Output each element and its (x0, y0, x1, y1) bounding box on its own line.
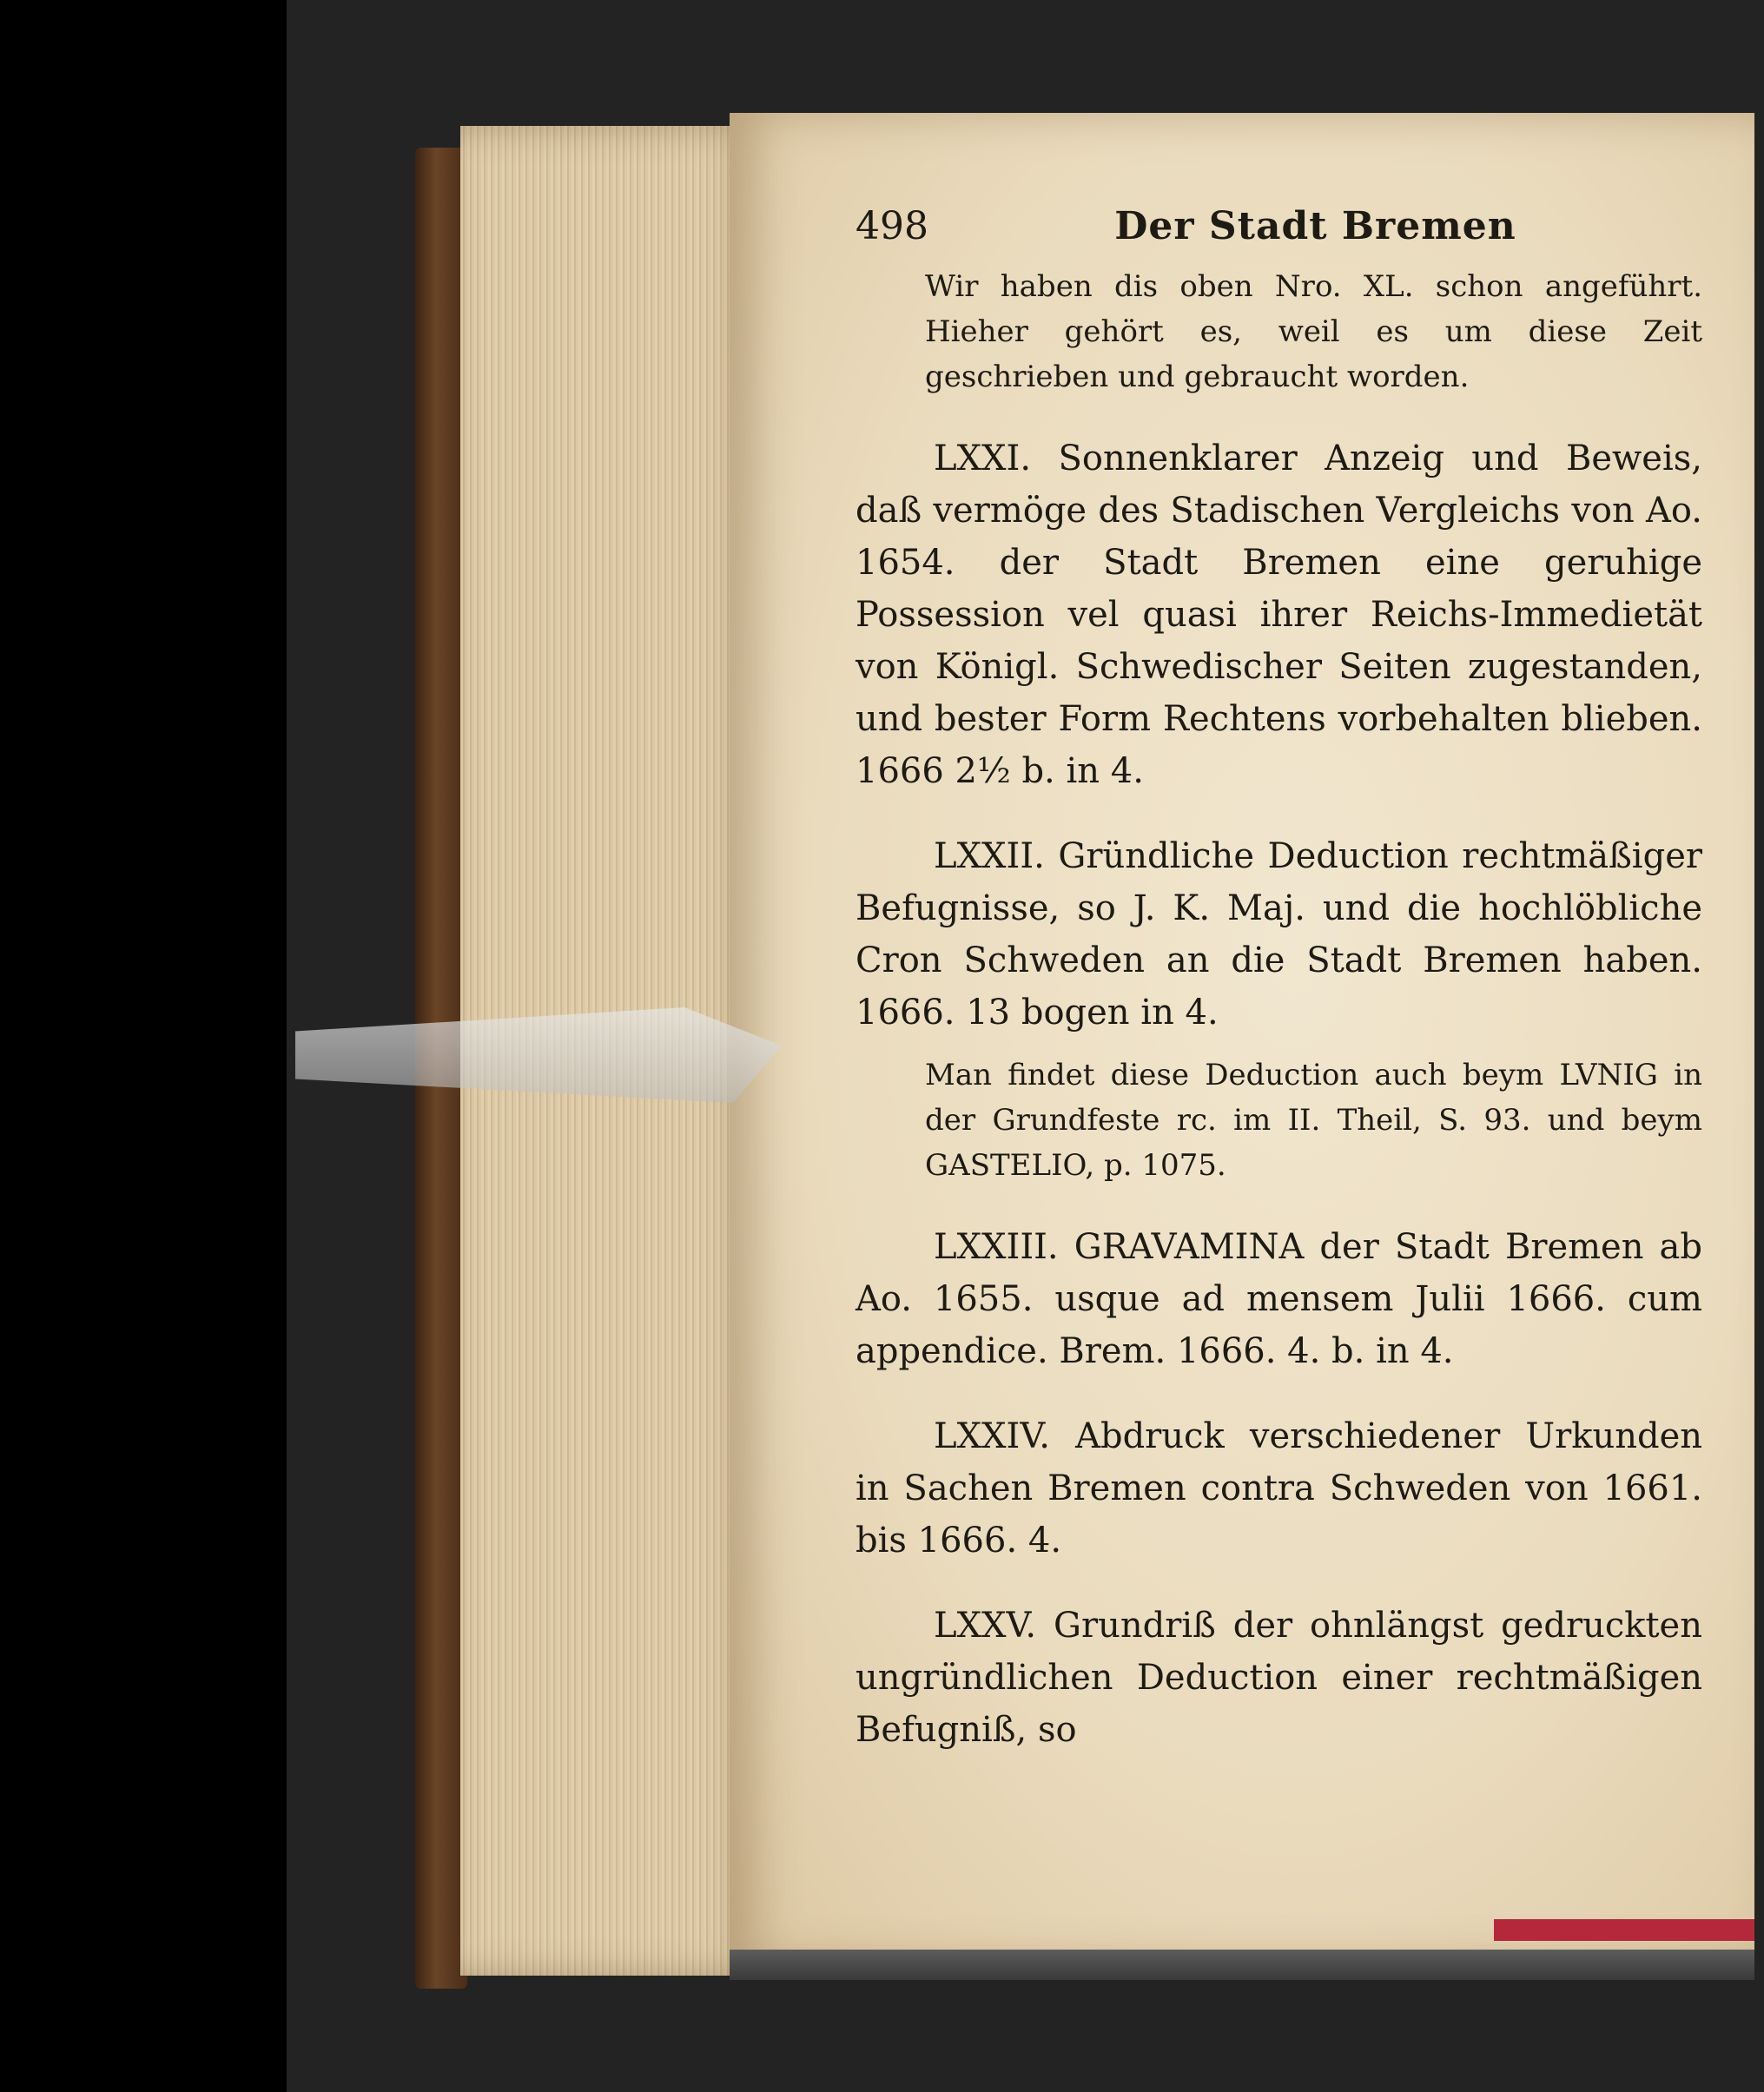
running-title: Der Stadt Bremen (1114, 204, 1516, 248)
page-number: 498 (856, 204, 928, 248)
page-bottom-edge (730, 1950, 1754, 1980)
entry-lxxiv: LXXIV. Abdruck verschiedener Urkunden in Sachen Bremen contra Schweden von 1661. bis 1666. 4. (856, 1416, 1702, 1561)
page-header (856, 204, 1702, 248)
ribbon-marker (1494, 1919, 1754, 1941)
left-black-border (0, 0, 287, 2092)
page-text (856, 204, 1702, 1756)
entry-lxxv: LXXV. Grundriß der ohnlängst gedruckten ungründlichen Deduction einer rechtmäßigen Befugniß, so (856, 1606, 1702, 1750)
entry-lxxii: LXXII. Gründliche Deduction rechtmäßiger Befugnisse, so J. K. Maj. und die hochlöbliche Cron Schweden an die Stadt Bremen haben. 1666. 13 bogen in 4. (856, 836, 1702, 1033)
footnote: Wir haben dis oben Nro. XL. schon angeführt. Hieher gehört es, weil es um diese Zeit geschrieben und gebraucht worden. (925, 269, 1702, 394)
footnote-2: Man findet diese Deduction auch beym LVNIG in der Grundfeste rc. im II. Theil, S. 93. und beym GASTELIO, p. 1075. (925, 1058, 1702, 1183)
entry-lxxi: LXXI. Sonnenklarer Anzeig und Beweis, daß vermöge des Stadischen Vergleichs von Ao. 1654. der Stadt Bremen eine geruhige Possession vel quasi ihrer Reichs-Immedietät von Königl. Schwedischer Seiten zugestanden, und bester Form Rechtens vorbehalten blieben. 1666 2½ b. in 4. (856, 439, 1702, 791)
entry-lxxiii: LXXIII. GRAVAMINA der Stadt Bremen ab Ao. 1655. usque ad mensem Julii 1666. cum appendice. Brem. 1666. 4. b. in 4. (856, 1227, 1702, 1371)
